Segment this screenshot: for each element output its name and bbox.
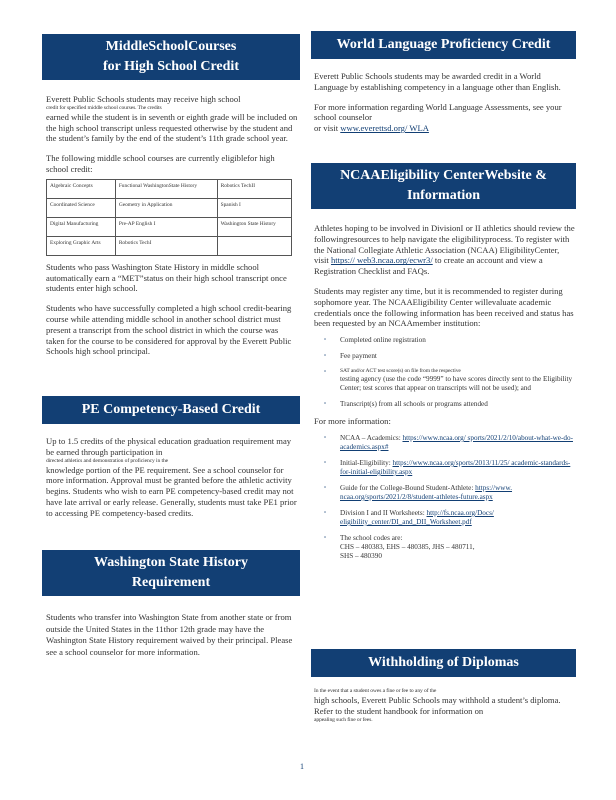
list-item-label: Initial-Eligibility: (340, 458, 391, 467)
middle-school-intro-a: Everett Public Schools students may receive high school (46, 94, 241, 104)
table-row (47, 179, 292, 198)
pe-section (46, 436, 298, 528)
world-language-more (314, 102, 574, 134)
withholding-small-2: appealing such fine or fees. (314, 716, 373, 723)
worksheets-link[interactable]: http://fs.ncaa.org/Docs/ eligibility_center/DI_and_DII_Worksheet.pdf (340, 508, 494, 526)
ncaa-section (314, 223, 576, 568)
wsh-heading (42, 550, 300, 596)
ncaa-heading-line1: NCAAEligibility CenterWebsite & (340, 168, 547, 183)
middle-school-intro-small: credit for specified middle school courses. The credits (46, 104, 162, 111)
table-cell: Washington State History (217, 217, 291, 236)
list-item (314, 509, 576, 527)
ncaa-requirements-list (314, 336, 576, 409)
bullet-icon: ▫ (324, 509, 327, 516)
world-language-link[interactable]: www.everettsd.org/ WLA (340, 123, 429, 134)
pe-paragraph (46, 436, 298, 519)
list-item-small-text: SAT and/or ACT test score(s) on file from the respective (340, 368, 461, 375)
table-row (47, 198, 292, 217)
bullet-icon: ▫ (324, 459, 327, 466)
list-item (314, 434, 576, 452)
withholding-heading-text: Withholding of Diplomas (368, 655, 519, 670)
table-cell: Geometry in Application (115, 198, 217, 217)
school-codes-line: SHS – 480390 (340, 551, 382, 560)
initial-eligibility-link[interactable]: https://www.ncaa.org/sports/2013/11/25/ academic-standards-for-initial-eligibility.aspx (340, 458, 571, 476)
wsh-paragraph: Students who transfer into Washington State from another state or from outside the United States in the 11thor 12th grade may have the Washington State History requirement waived by their principal. Please see a school counselor for more information. (46, 612, 293, 657)
pe-paragraph-b: knowledge portion of the PE requirement. See a school counselor for more information. Approval must be granted before the athletic activity begins. Students who wish to earn PE competency-based credit may not have late arrival or early release. Generally, students must take PE1 prior to accessing PE competency-based credits. (46, 464, 297, 518)
withholding-heading (311, 649, 576, 677)
withholding-small: In the event that a student owes a fine or fee to any of the (314, 688, 437, 694)
table-row (47, 217, 292, 236)
list-item-text: Transcript(s) from all schools or programs attended (340, 400, 488, 409)
ncaa-register-link[interactable]: https:// web3.ncaa.org/ecwr3/ (330, 255, 433, 266)
world-language-heading (311, 31, 576, 59)
list-item-label: Division I and II Worksheets: (340, 508, 425, 517)
table-cell: Digital Manufacturing (47, 217, 116, 236)
world-language-or-visit: or visit (314, 123, 339, 134)
pe-paragraph-a: Up to 1.5 credits of the physical education graduation requirement may be earned through participation in (46, 436, 292, 457)
college-bound-guide-link[interactable]: https://www. ncaa.org/sports/2021/2/8/student-athletes-future.aspx (340, 483, 513, 501)
list-item-label: Guide for the College-Bound Student-Athlete: (340, 483, 474, 492)
ncaa-intro-b: to create an account and view a Registration Checklist and FAQs. (314, 255, 543, 277)
list-item (314, 534, 576, 561)
middle-school-intro (46, 94, 298, 144)
pe-paragraph-small: directed athletics and demonstration of proficiency in the (46, 457, 169, 464)
list-item-text: testing agency (use the code “9999” to have scores directly sent to the Eligibility Center; test scores that appear on transcripts will not be used); and (340, 375, 573, 393)
middle-school-heading (42, 34, 300, 80)
wsh-met-paragraph: Students who pass Washington State History in middle school automatically earn a “MET”status on their high school transcript once students enter high school. (46, 261, 287, 294)
list-item (314, 352, 576, 361)
ncaa-intro-a: Athletes hoping to be involved in DivisionI or II athletics should review the followingresources to help navigate the eligibilityprocess. To register with the National Collegiate Athletic Association (NCAA) EligibilityCenter, visit (314, 223, 575, 266)
ncaa-heading (311, 163, 576, 209)
list-item (314, 459, 576, 477)
transfer-course-paragraph: Students who have successfully completed a high school credit-bearing course while attending middle school in another school district must present a transcript from the school district in which the course was taken for the course to be considered for approval by the Everett Public Schools high school principal. (46, 303, 292, 357)
table-row (47, 236, 292, 255)
table-cell: Robotics TechI (115, 236, 217, 255)
table-cell: Spanish I (217, 198, 291, 217)
ncaa-intro (314, 223, 576, 277)
middle-school-heading-line2: for High School Credit (103, 59, 239, 74)
world-language-more-text: For more information regarding World Language Assessments, see your school counselor (314, 101, 562, 123)
wsh-section (46, 612, 298, 667)
list-item (314, 400, 576, 409)
ncaa-register-paragraph: Students may register any time, but it is recommended to register during sophomore year. The NCAAEligibility Center willevaluate academic credentials once the following information has been received and status has been requested by an NCAAmember institution: (314, 285, 574, 329)
world-language-heading-text: World Language Proficiency Credit (336, 37, 551, 52)
bullet-icon: ▫ (324, 484, 327, 491)
middle-school-heading-line1: MiddleSchoolCourses (105, 39, 237, 54)
table-cell: Exploring Graphic Arts (47, 236, 116, 255)
list-item-label: NCAA – Academics: (340, 433, 401, 442)
table-cell (217, 236, 291, 255)
table-cell: Pre-AP English I (115, 217, 217, 236)
middle-school-section (46, 94, 298, 366)
world-language-paragraph: Everett Public Schools students may be awarded credit in a World Language by establishing competency in a language other than English. (314, 71, 561, 92)
bullet-icon: ▫ (324, 434, 327, 441)
list-item (314, 484, 576, 502)
page-number: 1 (300, 762, 304, 771)
course-table (46, 179, 292, 256)
list-item-text: Completed online registration (340, 336, 426, 345)
world-language-section (314, 71, 574, 143)
table-cell: Functional WashingtonState History (115, 179, 217, 198)
school-codes-line: CHS – 480383, EHS – 480385, JHS – 480711, (340, 542, 475, 551)
bullet-icon: ▫ (324, 534, 327, 541)
wsh-heading-line1: Washington State History (93, 555, 248, 570)
middle-school-intro-b: earned while the student is in seventh or eighth grade will be included on the high school transcript unless requested otherwise by the student and the student’s family by the end of the student’s 11th grade school year. (46, 111, 298, 144)
list-item-text: Fee payment (340, 352, 377, 361)
bullet-icon: ▫ (324, 369, 327, 376)
school-codes-title: The school codes are: (340, 533, 403, 542)
table-cell: Coordinated Science (47, 198, 116, 217)
ncaa-more-info: For more information: (314, 416, 391, 427)
list-item (314, 336, 576, 345)
pe-heading-text: PE Competency-Based Credit (81, 402, 261, 417)
table-cell: Algebraic Concepts (47, 179, 116, 198)
bullet-icon: ▫ (324, 401, 327, 408)
list-item (314, 368, 576, 393)
pe-heading (42, 396, 300, 424)
wsh-heading-line2: Requirement (131, 575, 211, 590)
course-list-intro: The following middle school courses are currently eligiblefor high school credit: (46, 153, 275, 174)
ncaa-heading-line2: Information (406, 188, 481, 203)
withholding-text: high schools, Everett Public Schools may withhold a student’s diploma. Refer to the student handbook for information on (314, 695, 561, 716)
bullet-icon: ▫ (324, 337, 327, 344)
withholding-paragraph (314, 688, 576, 724)
table-cell: Robotics TechII (217, 179, 291, 198)
withholding-section (314, 688, 576, 733)
bullet-icon: ▫ (324, 353, 327, 360)
ncaa-academics-link[interactable]: https://www.ncaa.org/ sports/2021/2/10/about-what-we-do-academics.aspx# (340, 433, 573, 451)
ncaa-info-list (314, 434, 576, 561)
